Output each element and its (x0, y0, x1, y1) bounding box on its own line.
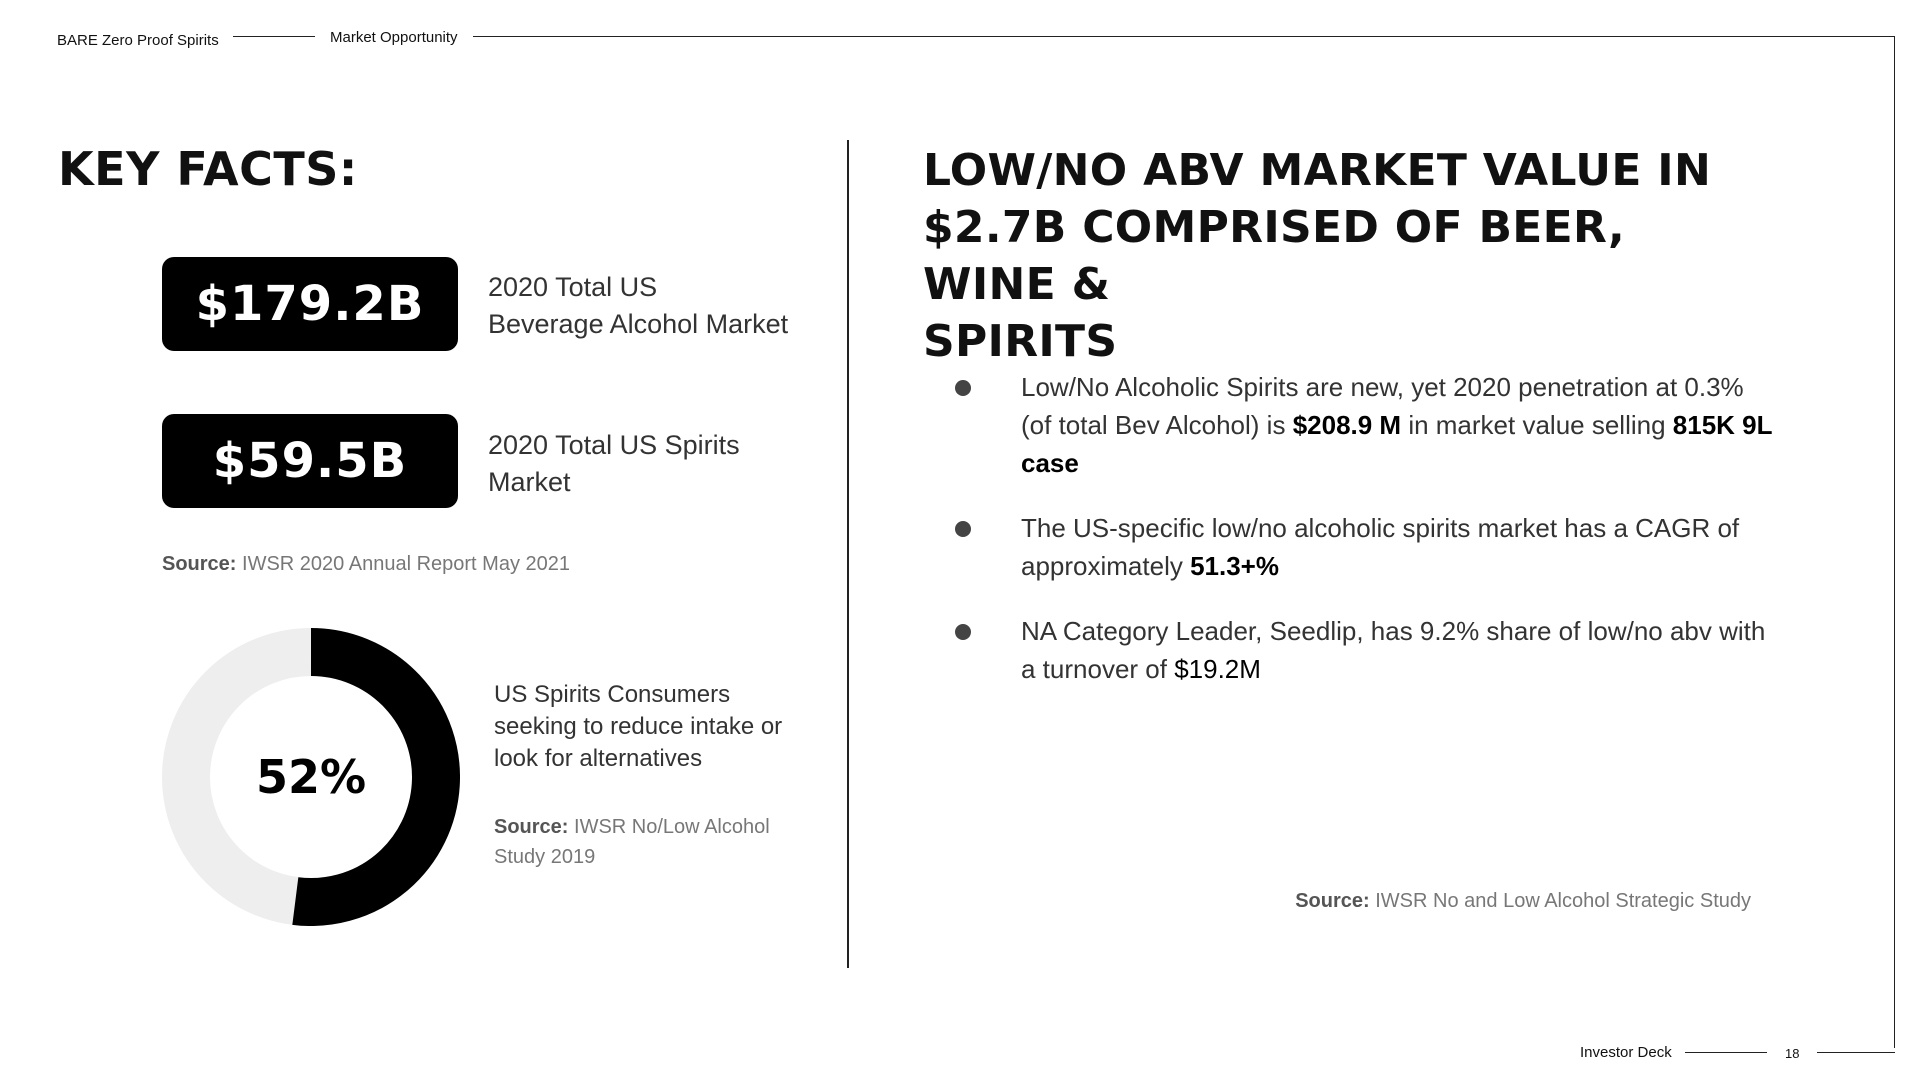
fact-label-line: 2020 Total US (488, 272, 658, 302)
bullet-bold: 51.3+% (1190, 551, 1279, 581)
bullet-dot (955, 380, 971, 396)
donut-chart (162, 628, 460, 926)
source-text: IWSR No and Low Alcohol Strategic Study (1375, 890, 1751, 912)
donut-source (494, 812, 770, 872)
source-prefix: Source: (494, 816, 569, 838)
header-rule-long (473, 36, 1895, 37)
donut-label-line: seeking to reduce intake or (494, 713, 783, 740)
frame-right-rule (1894, 36, 1895, 1048)
fact-value-pill: $59.5B (162, 414, 458, 508)
bullet-bold: 815K 9L case (1021, 410, 1773, 478)
bullet-dot (955, 624, 971, 640)
market-bullets (955, 368, 1775, 715)
fact-label-line: 2020 Total US Spirits (488, 430, 740, 460)
source-text: IWSR 2020 Annual Report May 2021 (242, 553, 570, 575)
fact-label-line: Beverage Alcohol Market (488, 309, 789, 339)
bullet-item (955, 368, 1775, 482)
donut-label-line: US Spirits Consumers (494, 681, 731, 708)
market-title-line: LOW/NO ABV MARKET VALUE IN (923, 145, 1712, 196)
source-text: IWSR No/Low Alcohol (574, 816, 770, 838)
section-name: Market Opportunity (330, 29, 458, 46)
column-divider (847, 140, 849, 968)
brand-name: BARE Zero Proof Spirits (57, 32, 219, 49)
header-rule-short (233, 36, 315, 37)
donut-percent: 52% (255, 750, 367, 804)
key-facts-title: KEY FACTS: (58, 142, 358, 196)
bullet-dot (955, 521, 971, 537)
fact-value-pill: $179.2B (162, 257, 458, 351)
fact-label (488, 427, 740, 501)
market-title-line: $2.7B COMPRISED OF BEER, WINE & (923, 202, 1626, 310)
fact-label (488, 269, 788, 343)
bullet-bold: $208.9 M (1292, 410, 1402, 440)
fact-label-line: Market (488, 467, 571, 497)
bullet-value: $19.2M (1174, 654, 1261, 684)
market-source (1295, 890, 1751, 913)
footer-rule-short (1685, 1052, 1767, 1053)
market-title (923, 142, 1763, 370)
source-prefix: Source: (1295, 890, 1370, 912)
source-text: Study 2019 (494, 846, 596, 868)
deck-name: Investor Deck (1580, 1044, 1672, 1061)
footer-rule-long (1817, 1052, 1895, 1053)
bullet-text: NA Category Leader, Seedlip, has 9.2% share of low/no abv with a turnover of (1021, 616, 1766, 684)
donut-label (494, 679, 784, 775)
market-title-line: SPIRITS (923, 316, 1118, 367)
donut-label-line: look for alternatives (494, 745, 703, 772)
bullet-text: in market value selling (1401, 410, 1673, 440)
bullet-text: Low/No Alcoholic Spirits are new, yet 2020 penetration at 0.3% (of total Bev Alcohol) is (1021, 372, 1744, 440)
bullet-text: The US-specific low/no alcoholic spirits market has a CAGR of approximately (1021, 513, 1740, 581)
bullet-item (955, 612, 1775, 688)
facts-source (162, 553, 570, 576)
page-number: 18 (1785, 1046, 1800, 1061)
bullet-item (955, 509, 1775, 585)
source-prefix: Source: (162, 553, 237, 575)
